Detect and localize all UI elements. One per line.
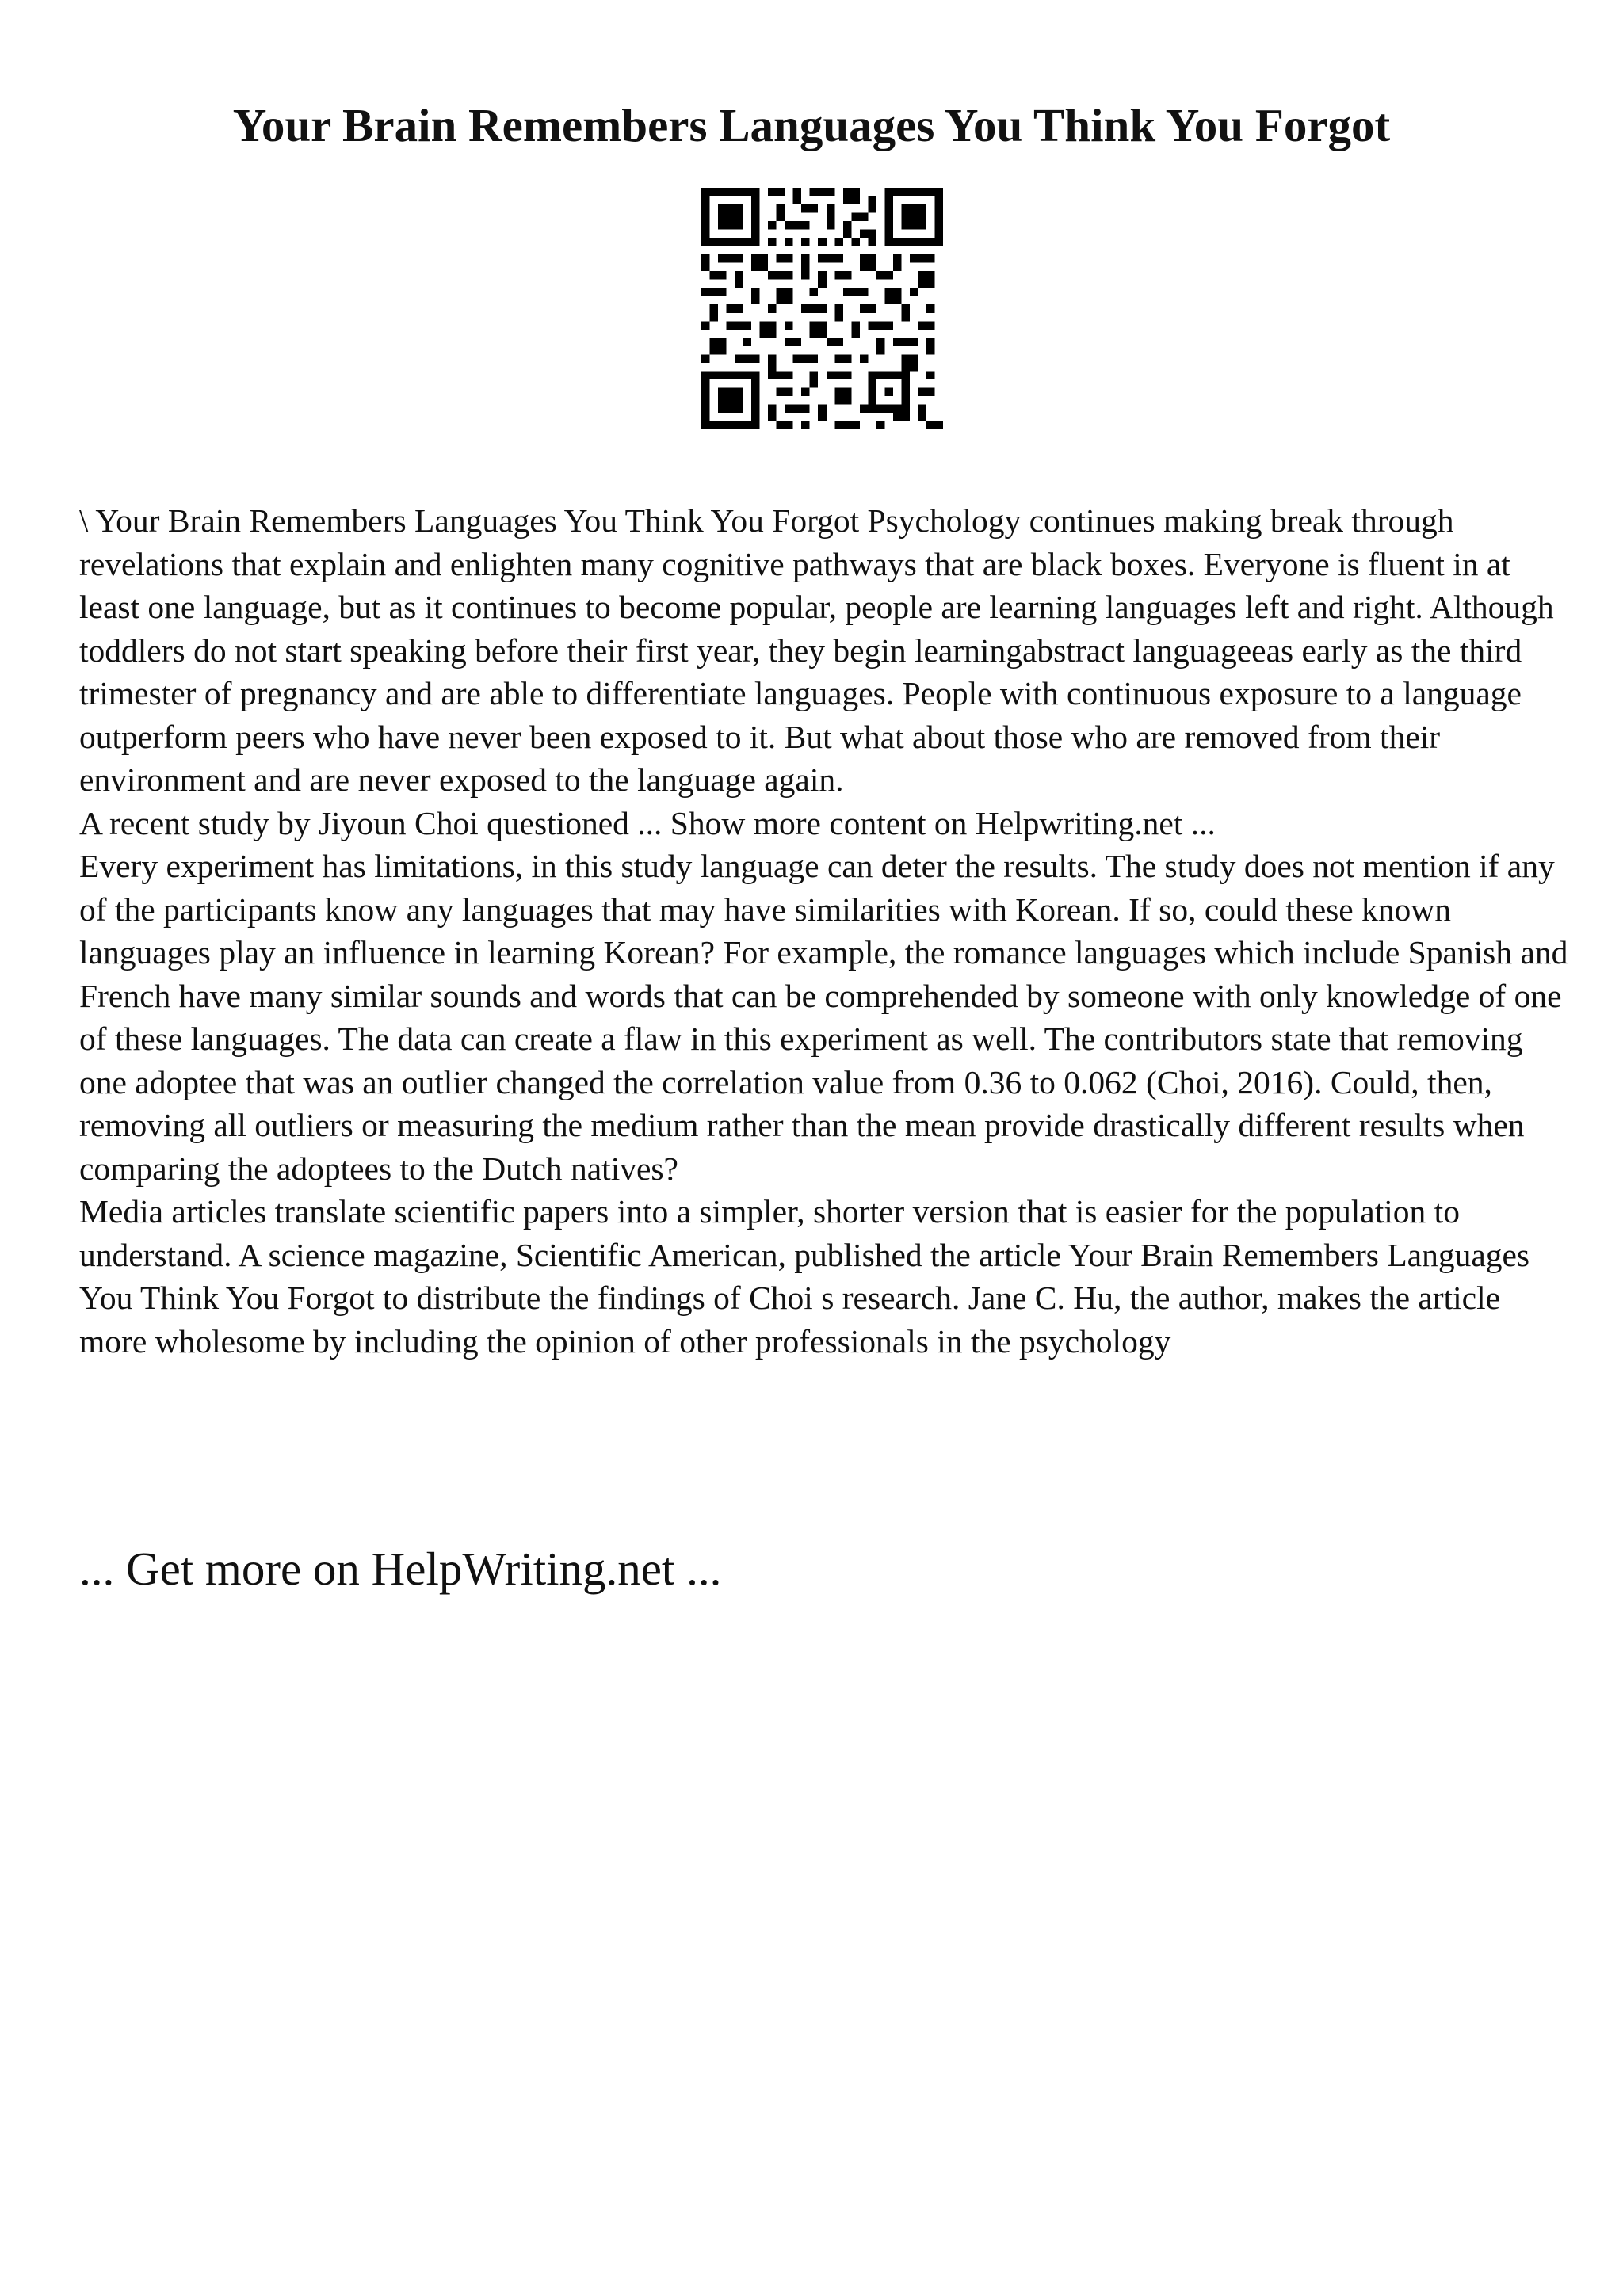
paragraph: A recent study by Jiyoun Choi questioned ... Show more content on Helpwriting.net ...	[79, 804, 1216, 841]
document-title: Your Brain Remembers Languages You Think You Forgot	[232, 99, 1391, 151]
article-body	[79, 499, 1569, 1363]
qr-code-icon	[701, 188, 943, 429]
get-more-link[interactable]: ... Get more on HelpWriting.net ...	[79, 1543, 722, 1595]
paragraph: Every experiment has limitations, in this study language can deter the results. The study does not mention if any of the participants know any languages that may have similarities with Korean. If so, could these known languages play an influence in learning Korean? For example, the romance languages which include Spanish and French have many similar sounds and words that can be comprehended by someone with only knowledge of one of these languages. The data can create a flaw in this experiment as well. The contributors state that removing one adoptee that was an outlier changed the correlation value from 0.36 to 0.062 (Choi, 2016). Could, then, removing all outliers or measuring the medium rather than the mean provide drastically different results when comparing the adoptees to the Dutch natives?	[79, 848, 1568, 1187]
paragraph: Media articles translate scientific papers into a simpler, shorter version that is easier for the population to understand. A science magazine, Scientific American, published the article Your Brain Remembers Languages You Think You Forgot to distribute the findings of Choi s research. Jane C. Hu, the author, makes the article more wholesome by including the opinion of other professionals in the psychology	[79, 1193, 1530, 1360]
paragraph: \ Your Brain Remembers Languages You Think You Forgot Psychology continues making break through revelations that explain and enlighten many cognitive pathways that are black boxes. Everyone is fluent in at least one language, but as it continues to become popular, people are learning languages left and right. Although toddlers do not start speaking before their first year, they begin learningabstract languageeas early as the third trimester of pregnancy and are able to differentiate languages. People with continuous exposure to a language outperform peers who have never been exposed to it. But what about those who are removed from their environment and are never exposed to the language again.	[79, 502, 1554, 798]
